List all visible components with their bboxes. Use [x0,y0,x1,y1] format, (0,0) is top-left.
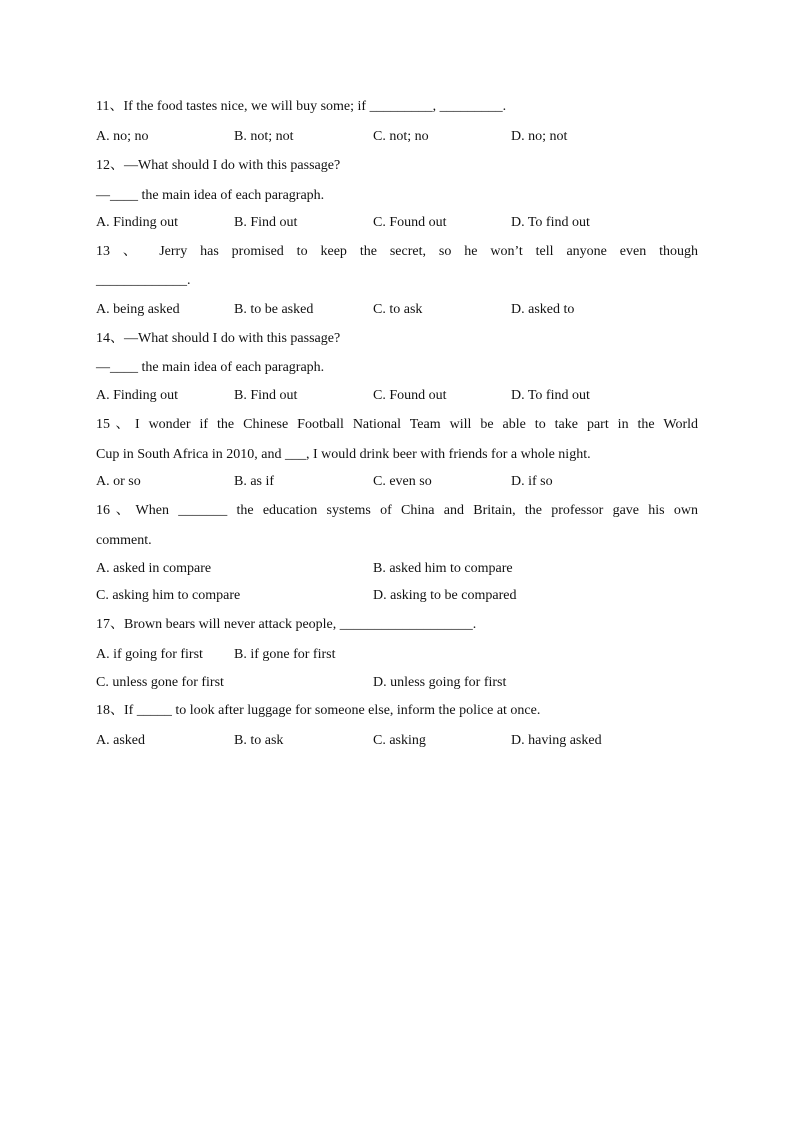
option-b: B. if gone for first [234,647,336,662]
option-d: D. To find out [511,215,590,230]
option-b: B. Find out [234,215,298,230]
question-number: 13 、 [96,244,147,259]
option-a: A. if going for first [96,647,203,662]
question-17-options-row-2 [96,675,698,691]
option-a: A. Finding out [96,215,179,230]
question-number: 11、 [96,99,124,114]
question-15-options [96,474,698,490]
option-b: B. to be asked [234,302,314,317]
option-d: D. if so [511,474,553,489]
question-15-line-2: Cup in South Africa in 2010, and ___, I would drink beer with friends for a whole night. [96,447,591,462]
option-d: D. unless going for first [373,675,507,690]
question-text: If _____ to look after luggage for someone else, inform the police at once. [124,703,541,718]
question-14-stem [96,331,698,347]
question-12-stem [96,158,698,174]
question-14-line-2: —____ the main idea of each paragraph. [96,360,325,375]
question-number: 14、 [96,331,124,346]
option-c: C. not; no [373,129,429,144]
option-d: D. asking to be compared [373,588,517,603]
option-d: D. To find out [511,388,590,403]
question-13-options [96,302,698,318]
option-d: D. asked to [511,302,575,317]
question-11-options [96,129,698,145]
question-text: —What should I do with this passage? [124,158,341,173]
option-b: B. to ask [234,733,284,748]
question-14-options [96,388,698,404]
option-c: C. even so [373,474,432,489]
question-text: If the food tastes nice, we will buy some; if _________, _________. [123,99,507,114]
option-a: A. no; no [96,129,149,144]
question-11-stem [96,99,698,115]
option-c: C. unless gone for first [96,675,224,690]
question-18-stem [96,703,698,719]
option-b: B. not; not [234,129,294,144]
question-17-stem [96,617,698,633]
option-c: C. asking [373,733,426,748]
question-15-stem [96,417,698,433]
option-b: B. as if [234,474,275,489]
question-16-stem [96,503,698,519]
option-d: D. having asked [511,733,602,748]
question-text: Brown bears will never attack people, ___________________. [124,617,477,632]
question-text: When _______ the education systems of China and Britain, the professor gave his own [135,503,698,518]
question-12-line-2: —____ the main idea of each paragraph. [96,188,325,203]
question-16-options-row-2 [96,588,698,604]
question-13-line-2: _____________. [96,273,191,288]
question-text: I wonder if the Chinese Football National Team will be able to take part in the World [134,417,698,432]
question-number: 15、 [96,417,135,432]
question-text: Jerry has promised to keep the secret, so he won’t tell anyone even though [159,244,699,259]
option-b: B. Find out [234,388,298,403]
option-c: C. Found out [373,215,447,230]
option-a: A. being asked [96,302,180,317]
option-a: A. Finding out [96,388,179,403]
option-c: C. to ask [373,302,423,317]
question-18-options [96,733,698,749]
question-16-line-2: comment. [96,533,152,548]
question-number: 18、 [96,703,124,718]
question-12-options [96,215,698,231]
question-17-options-row-1 [96,647,698,663]
question-number: 17、 [96,617,124,632]
option-a: A. asked in compare [96,561,212,576]
option-a: A. asked [96,733,145,748]
option-d: D. no; not [511,129,568,144]
question-13-stem [96,244,698,260]
option-c: C. Found out [373,388,447,403]
option-b: B. asked him to compare [373,561,513,576]
option-a: A. or so [96,474,141,489]
question-text: —What should I do with this passage? [124,331,341,346]
question-number: 12、 [96,158,124,173]
question-number: 16、 [96,503,136,518]
option-c: C. asking him to compare [96,588,241,603]
question-16-options-row-1 [96,561,698,577]
